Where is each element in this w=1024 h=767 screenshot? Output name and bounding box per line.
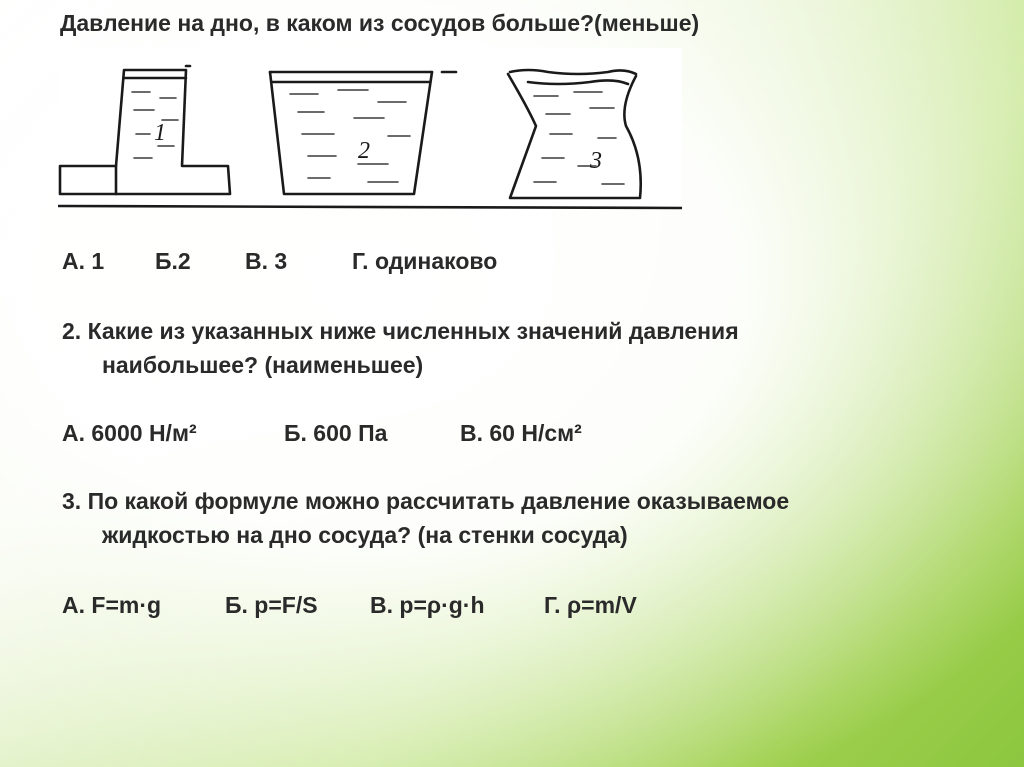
liquid-hatching <box>132 90 624 184</box>
q3-option-g[interactable]: Г. ρ=m/V <box>544 592 637 618</box>
question-3-answers <box>0 592 1024 622</box>
question-2-line-2-text: наибольшее? (наименьшее) <box>102 352 424 378</box>
q1-option-a[interactable]: А. 1 <box>62 248 105 274</box>
question-2-answers <box>0 420 1024 450</box>
q1-option-b[interactable]: Б.2 <box>155 248 191 274</box>
vessel-label-2: 2 <box>358 138 370 164</box>
question-1-title: Давление на дно, в каком из сосудов больше?(меньше) <box>60 10 700 36</box>
vessel-label-1: 1 <box>154 120 166 146</box>
question-3-line-2-text: жидкостью на дно сосуда? (на стенки сосуда) <box>102 522 628 548</box>
question-2-line-2 <box>62 352 423 379</box>
q2-option-a[interactable]: А. 6000 Н/м² <box>62 420 197 446</box>
q1-option-v[interactable]: В. 3 <box>245 248 288 274</box>
vessel-3-surface <box>510 70 636 74</box>
q2-option-b[interactable]: Б. 600 Па <box>284 420 388 446</box>
question-2-line-1: 2. Какие из указанных ниже численных значений давления <box>62 318 739 344</box>
ground-line <box>58 206 682 208</box>
vessels-drawing <box>58 48 682 210</box>
q3-option-a[interactable]: А. F=m·g <box>62 592 162 618</box>
q2-option-v[interactable]: В. 60 Н/см² <box>460 420 582 446</box>
q3-option-v[interactable]: В. p=ρ·g·h <box>370 592 485 618</box>
question-1-answers <box>0 248 1024 278</box>
vessel-label-3: 3 <box>590 148 602 174</box>
vessels-figure <box>58 48 682 210</box>
q1-option-g[interactable]: Г. одинаково <box>352 248 498 274</box>
q3-option-b[interactable]: Б. p=F/S <box>225 592 318 618</box>
vessel-1-outline <box>60 70 230 194</box>
question-3-line-2 <box>62 522 628 549</box>
question-3-line-1: 3. По какой формуле можно рассчитать давление оказываемое <box>62 488 790 514</box>
